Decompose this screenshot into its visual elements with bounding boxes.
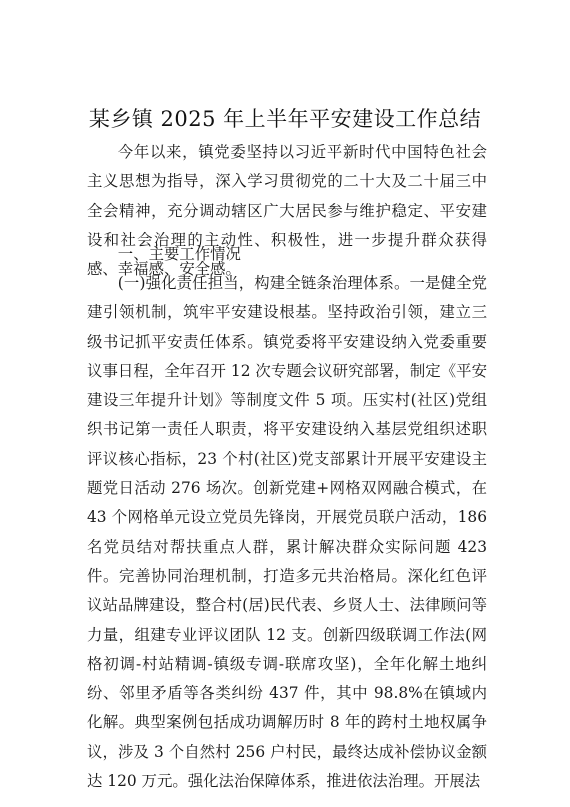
section-heading: 一、主要工作情况 (117, 245, 241, 263)
section-body-paragraph: (一)强化责任担当，构建全链条治理体系。一是健全党建引领机制，筑牢平安建设根基。坚持政治引领，建立三级书记抓平安责任体系。镇党委将平安建设纳入党委重要议事日程，全年召开 12 次专题会议研究部署，制定《平安建设三年提升计划》等制度文件 5 项。压实村(社区)党组织书记第一责任人职责，将平安建设纳入基层党组织述职评议核心指标，23 个村(社区)党支部累计开展平安建设主题党日活动 276 场次。创新党建+网格双网融合模式，在 43 个网格单元设立党员先锋岗，开展党员联户活动，186 名党员结对帮扶重点人群，累计解决群众实际问题 423 件。完善协同治理机制，打造多元共治格局。深化红色评议站品牌建设，整合村(居)民代表、乡贤人士、法律顾问等力量，组建专业评议团队 12 支。创新四级联调工作法(网格初调-村站精调-镇级专调-联席攻坚)，全年化解土地纠纷、邻里矛盾等各类纠纷 437 件，其中 98.8%在镇域内化解。典型案例包括成功调解历时 8 年的跨村土地权属争议，涉及 3 个自然村 256 户村民，最终达成补偿协议金额达 120 万元。强化法治保障体系，推进依法治理。开展法 (87, 274, 487, 791)
intro-paragraph: 今年以来，镇党委坚持以习近平新时代中国特色社会主义思想为指导，深入学习贯彻党的二十大及二十届三中全会精神，充分调动辖区广大居民参与维护稳定、平安建设和社会治理的主动性、积极性，进一步提升群众获得感、幸福感、安全感。 (87, 143, 487, 279)
document-title: 某乡镇 2025 年上半年平安建设工作总结 (88, 107, 482, 131)
